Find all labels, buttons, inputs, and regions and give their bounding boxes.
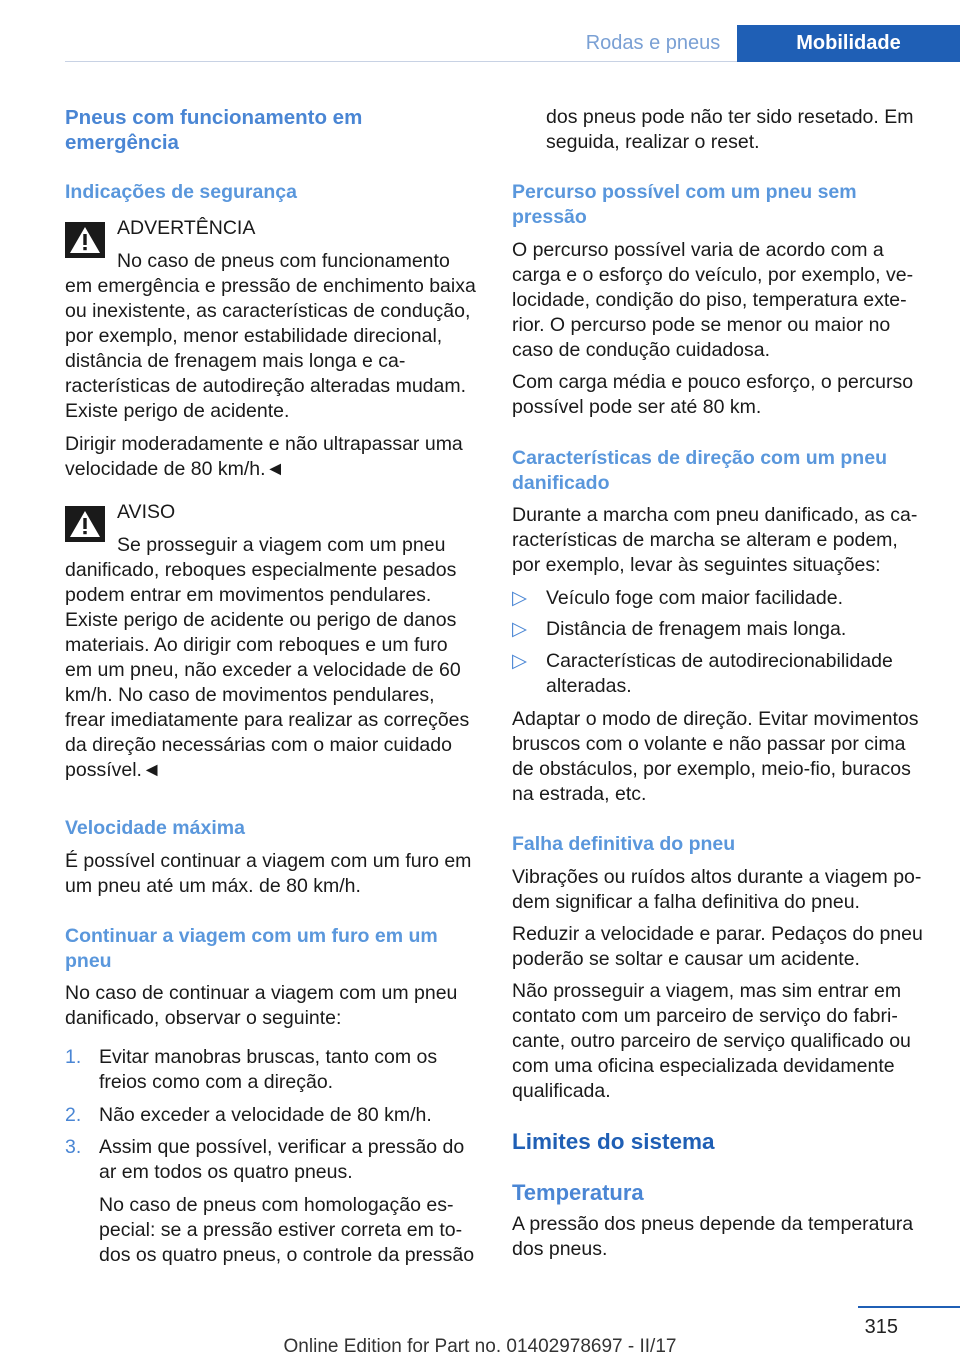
temperature-text: A pressão dos pneus depende da temperatura dos pneus. bbox=[512, 1213, 914, 1260]
list-item bbox=[65, 1135, 479, 1185]
page-number: 315 bbox=[864, 1316, 898, 1338]
notice-warning-icon bbox=[65, 506, 105, 542]
list-text: Características de autodirecionabilidade alteradas. bbox=[546, 650, 893, 697]
header-chapter-tab: Mobilidade bbox=[737, 25, 960, 62]
list-text: Não exceder a velocidade de 80 km/h. bbox=[99, 1104, 432, 1126]
warning-body: em emergência e pressão de enchimento baixa ou inexistente, as características de condução, por exemplo, menor estabilidade direcional, distância de frenagem mais longa e características de autodireção alteradas mudam. Existe perigo de acidente. bbox=[65, 275, 476, 422]
list-item bbox=[512, 649, 926, 699]
failure-text-2: Reduzir a velocidade e parar. Pedaços do pneu poderão se soltar e causar um acidente. bbox=[512, 923, 923, 970]
failure-text-3: Não prosseguir a viagem, mas sim entrar em contato com um parceiro de serviço do fabricante, outro parceiro de serviço qualificado ou com uma oficina especializada devidamente qualificada. bbox=[512, 980, 911, 1102]
heading-range: Percurso possível com um pneu sem pressão bbox=[512, 181, 857, 228]
list-text: Veículo foge com maior facilidade. bbox=[546, 587, 843, 609]
list-text: Evitar manobras bruscas, tanto com os freios como com a direção. bbox=[99, 1046, 438, 1093]
notice-title: AVISO bbox=[117, 501, 176, 523]
continue-intro: No caso de continuar a viagem com um pneu danificado, observar o seguinte: bbox=[65, 982, 458, 1029]
list-item bbox=[512, 617, 926, 642]
warning-first-line: No caso de pneus com funcionamento bbox=[117, 250, 450, 272]
range-text-2: Com carga média e pouco esforço, o percurso possível pode ser até 80 km. bbox=[512, 371, 914, 418]
heading-temperature: Temperatura bbox=[512, 1180, 644, 1205]
heading-failure: Falha definitiva do pneu bbox=[512, 833, 736, 855]
header-section-label: Rodas e pneus bbox=[585, 32, 721, 54]
bullet-triangle-icon: ▷ bbox=[512, 587, 527, 609]
heading-max-speed: Velocidade máxima bbox=[65, 817, 245, 839]
bullet-triangle-icon: ▷ bbox=[512, 618, 527, 640]
edition-footer: Online Edition for Part no. 01402978697 - II/17 bbox=[283, 1336, 677, 1357]
step3-continuation: No caso de pneus com homologação especial: se a pressão estiver correta em todos os quatro pneus, o controle da pressão bbox=[99, 1194, 475, 1266]
list-number: 1. bbox=[65, 1046, 82, 1068]
warning-icon bbox=[65, 222, 105, 258]
handling-after: Adaptar o modo de direção. Evitar movimentos bruscos com o volante e não passar por cima de obstáculos, por exemplo, meio-fio, buracos na estrada, etc. bbox=[512, 708, 919, 805]
handling-intro: Durante a marcha com pneu danificado, as características de marcha se alteram e podem, por exemplo, levar às seguintes situações: bbox=[512, 504, 918, 576]
list-number: 3. bbox=[65, 1136, 82, 1158]
failure-text-1: Vibrações ou ruídos altos durante a viagem podem significar a falha definitiva do pneu. bbox=[512, 866, 922, 913]
list-item bbox=[65, 1103, 479, 1128]
range-text-1: O percurso possível varia de acordo com a carga e o esforço do veículo, por exemplo, velocidade, condição do piso, temperatura exterior. O percurso pode se menor ou maior no caso de condução cuidadosa. bbox=[512, 239, 914, 361]
bullet-triangle-icon: ▷ bbox=[512, 650, 527, 672]
warning-advice: Dirigir moderadamente e não ultrapassar uma velocidade de 80 km/h.◄ bbox=[65, 433, 463, 480]
heading-continue: Continuar a viagem com um furo em um pneu bbox=[65, 925, 438, 972]
notice-first-line: Se prosseguir a viagem com um pneu bbox=[117, 534, 446, 556]
heading-safety: Indicações de segurança bbox=[65, 181, 297, 203]
notice-body: danificado, reboques especialmente pesados podem entrar em movimentos pendulares. Existe perigo de acidente ou perigo de danos materiais. Ao dirigir com reboques e um furo em um pneu, não exceder a velocidade de 60 km/h. No caso de movimentos pendulares, frear imediatamente para realizar as correções da direção necessárias com o maior cuidado possível.◄ bbox=[65, 559, 470, 781]
heading-handling: Características de direção com um pneu danificado bbox=[512, 447, 887, 494]
list-text: Distância de frenagem mais longa. bbox=[546, 618, 847, 640]
continued-text: dos pneus pode não ter sido resetado. Em seguida, realizar o reset. bbox=[546, 106, 914, 153]
footer-rule bbox=[858, 1306, 960, 1308]
heading-run-flat: Pneus com funcionamento em emergência bbox=[65, 106, 363, 154]
list-text: Assim que possível, verificar a pressão do ar em todos os quatro pneus. bbox=[99, 1136, 465, 1183]
list-item bbox=[65, 1045, 479, 1095]
max-speed-text: É possível continuar a viagem com um furo em um pneu até um máx. de 80 km/h. bbox=[65, 850, 472, 897]
list-item bbox=[512, 586, 926, 611]
list-number: 2. bbox=[65, 1104, 82, 1126]
warning-title: ADVERTÊNCIA bbox=[117, 217, 256, 239]
heading-system-limits: Limites do sistema bbox=[512, 1129, 715, 1154]
